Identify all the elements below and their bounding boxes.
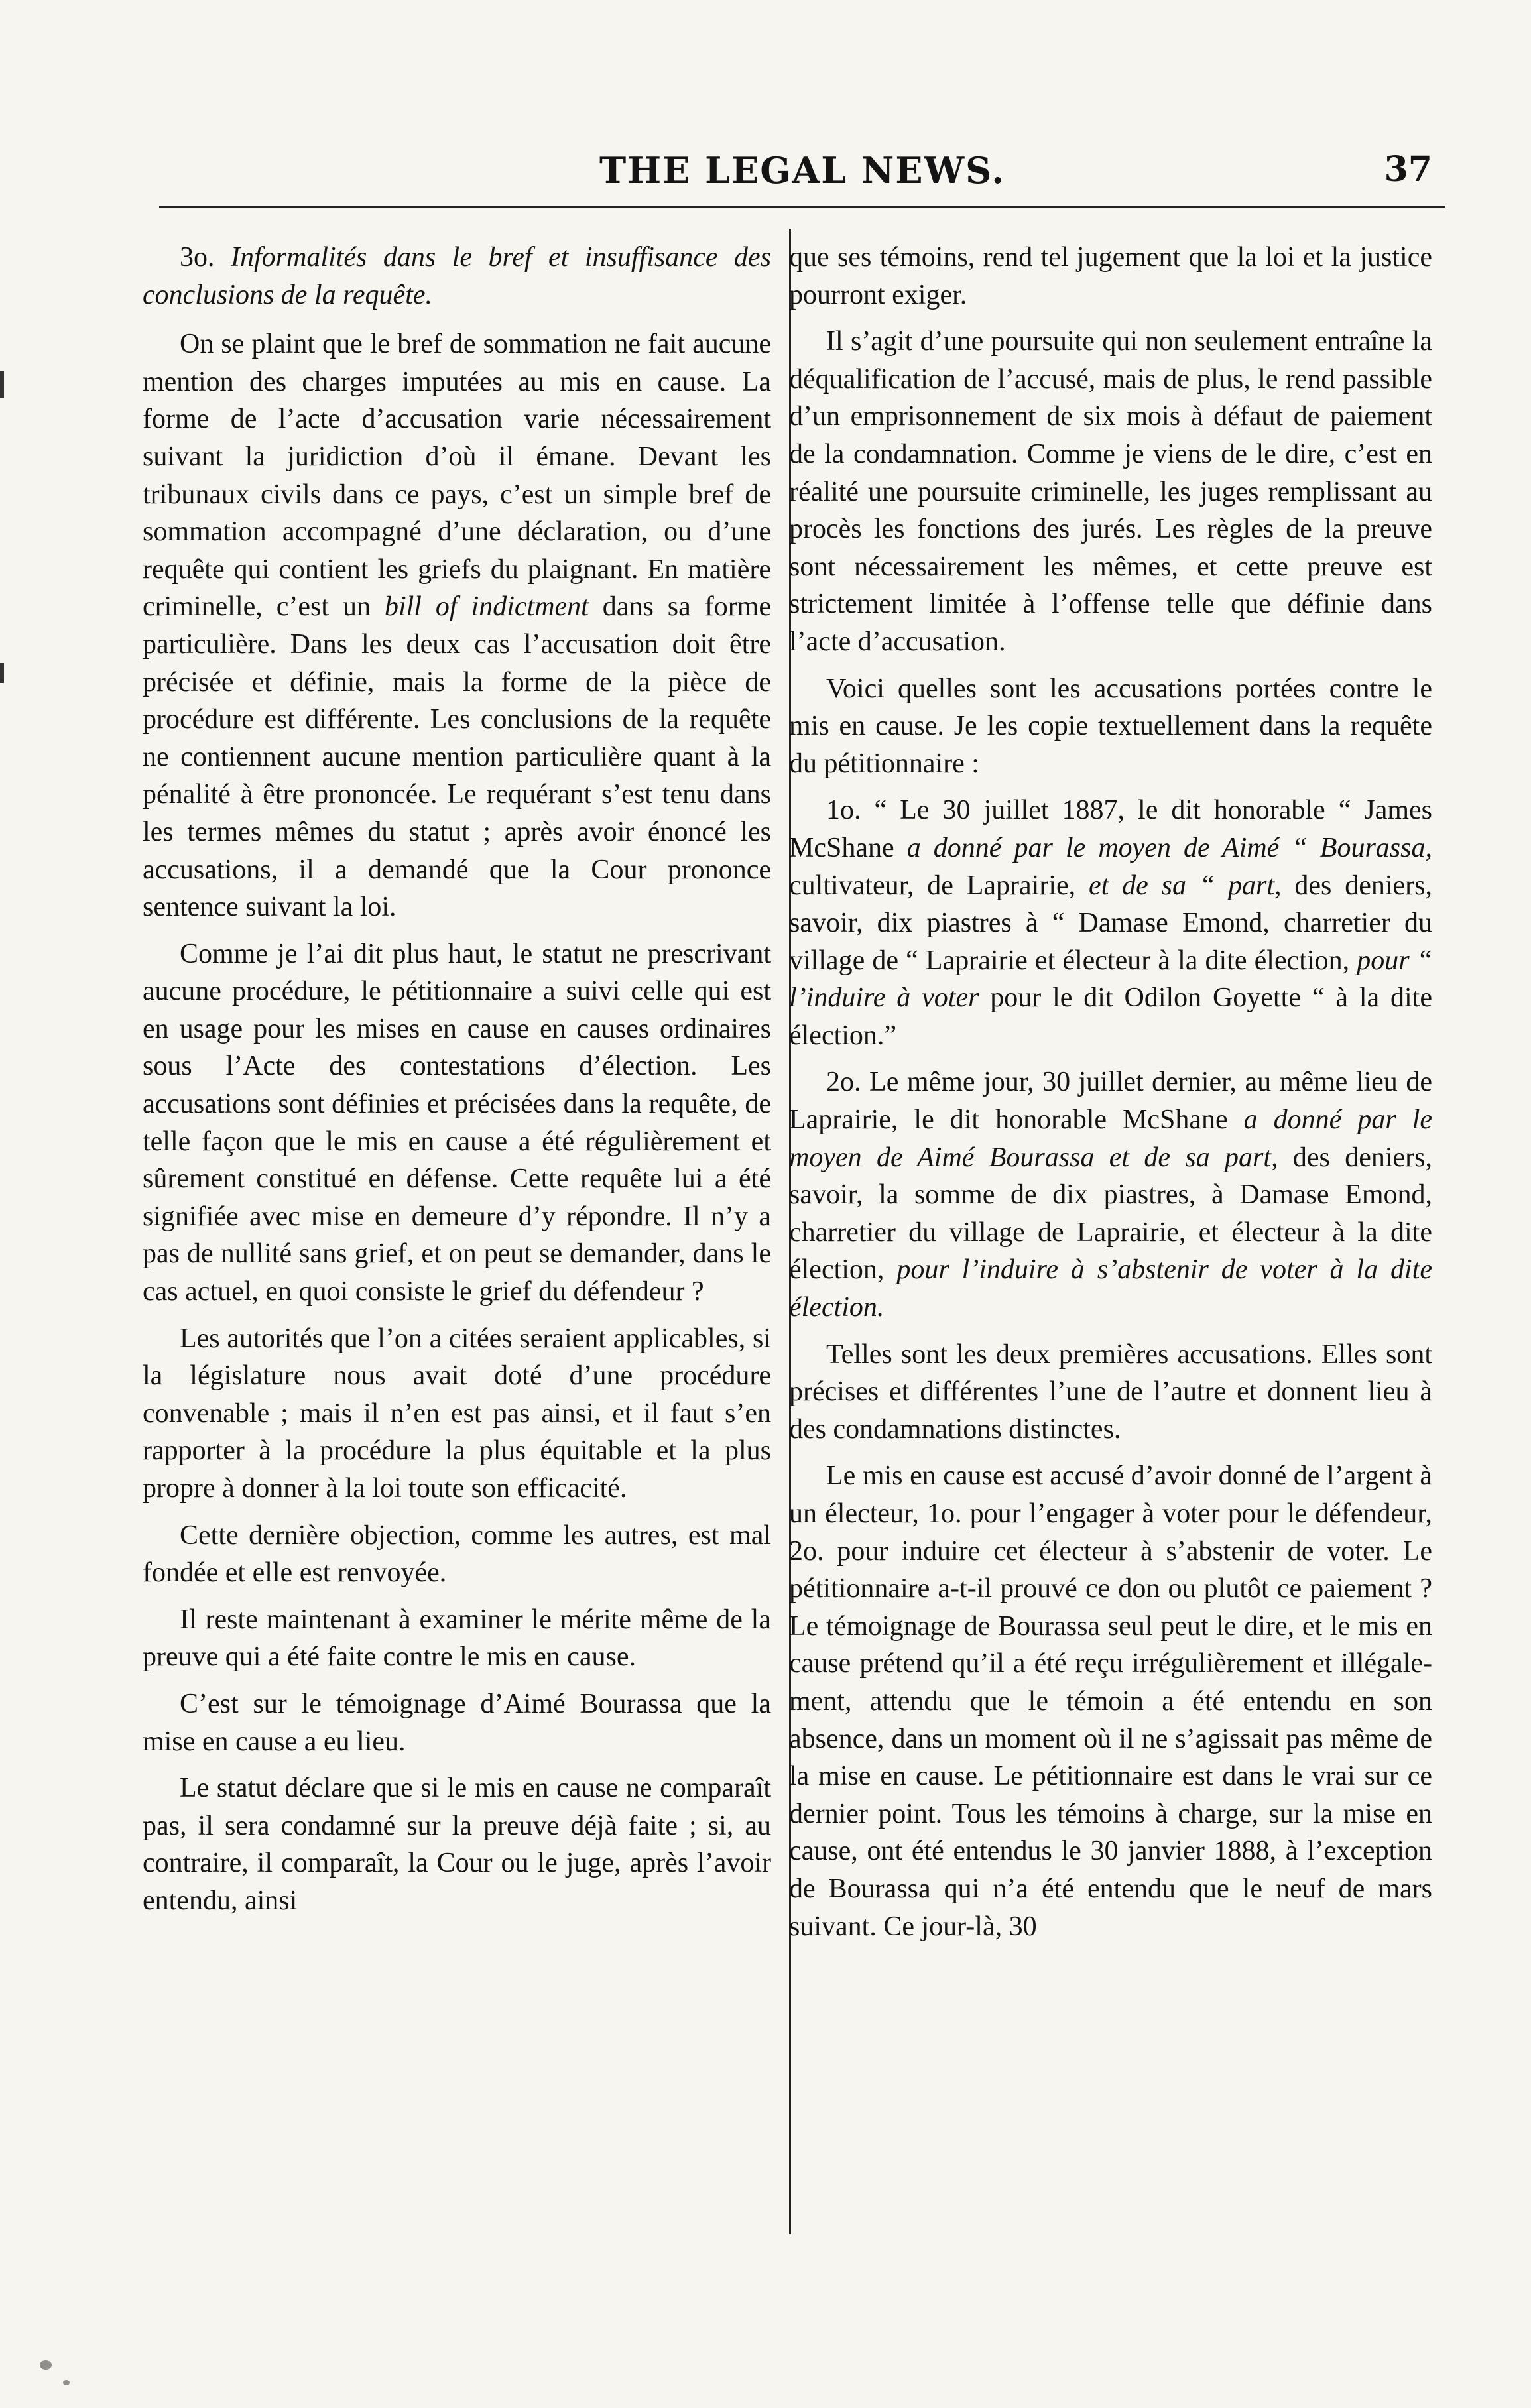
paragraph: que ses témoins, rend tel jugement que la loi et la justice pourront exiger. xyxy=(789,242,1432,310)
paragraph: Le statut déclare que si le mis en cause ne comparaît pas, il sera condamné sur la preuve déjà faite ; si, au contraire, il comparaît, la Cour ou le juge, après l’avoir entendu, ainsi xyxy=(143,1773,771,1916)
paragraph-text: des deniers, savoir, la somme de dix piastres, à Damase Emond, charretier du village de Laprairie, et électeur à la dite élection, xyxy=(789,1142,1432,1286)
paragraph: C’est sur le témoignage d’Aimé Bourassa que la mise en cause a eu lieu. xyxy=(143,1688,771,1757)
paragraph xyxy=(143,326,771,926)
header-rule xyxy=(159,206,1445,208)
paragraph: Cette dernière objection, comme les autres, est mal fondée et elle est renvoyée. xyxy=(143,1520,771,1589)
paragraph: Telles sont les deux premières accusations. Elles sont précises et différentes l’une de l’autre et donnent lieu à des condamnations distinctes. xyxy=(789,1339,1432,1445)
section-number: 3o. xyxy=(180,242,231,272)
page-number: 37 xyxy=(1384,149,1432,190)
paragraph-italic: et de sa “ part, xyxy=(1088,870,1282,901)
journal-title: THE LEGAL NEWS. xyxy=(599,149,1006,192)
paragraph-text: 2o. Le même jour, 30 juillet dernier, au même lieu de Laprairie, le dit honorable McShane xyxy=(789,1067,1432,1136)
scan-speck xyxy=(40,2360,52,2370)
scan-edge-mark xyxy=(0,663,4,683)
accusation-1 xyxy=(789,792,1432,1054)
paragraph-italic: pour “ l’induire à voter xyxy=(789,945,1433,1014)
paragraph: Il reste maintenant à examiner le mérite même de la preuve qui a été faite contre le mis en cause. xyxy=(143,1604,771,1673)
paragraph-italic: bill of indictment xyxy=(384,591,589,623)
section-heading xyxy=(143,239,771,314)
scan-speck xyxy=(63,2380,70,2385)
running-head xyxy=(159,149,1445,196)
section-title: Informalités dans le bref et insuffisance des conclusions de la requête. xyxy=(143,242,771,310)
paragraph: Voici quelles sont les accusations portées contre le mis en cause. Je les copie textuellement dans la requête du pétitionnaire : xyxy=(789,673,1432,779)
scan-edge-mark xyxy=(0,371,4,398)
paragraph-text: des deniers, savoir, dix piastres à “ Damase Emond, charretier du village de “ Laprairie et électeur à la dite élection, xyxy=(789,870,1433,976)
paragraph-text: pour le dit Odilon Goyette “ à la dite élection.” xyxy=(789,983,1432,1051)
paragraph-text: cultivateur, de Laprairie, xyxy=(789,870,1089,901)
paragraph-text: On se plaint que le bref de sommation ne fait aucune mention des charges imputées au mis en cause. La forme de l’acte d’accusation varie nécessairement suivant la juridiction d’où il émane. Devant les tribunaux civils dans ce pays, c’est un simple bref de sommation accompagné d’une déclaration, ou d’une requête qui contient les griefs du plaignant. En matière criminelle, c’est un xyxy=(143,329,771,623)
paragraph-italic: pour l’induire à s’abstenir de voter à la dite élection. xyxy=(789,1254,1432,1323)
accusation-2 xyxy=(789,1063,1432,1326)
paragraph: Il s’agit d’une poursuite qui non seulement entraîne la déqualification de l’accusé, mais de plus, le rend passible d’un emprisonnement de six mois à défaut de paiement de la condamnation. Comme je viens de le dire, c’est en réalité une poursuite criminelle, les juges remplissant au procès les fonctions des jurés. Les règles de la preuve sont nécessairement les mêmes, et cette preuve est strictement limitée à l’offense telle que définie dans l’acte d’accusation. xyxy=(789,326,1432,657)
paragraph-italic: a donné par le moyen de Aimé Bourassa et de sa part, xyxy=(789,1105,1433,1173)
right-column xyxy=(789,239,1432,1955)
paragraph-text: 1o. “ Le 30 juillet 1887, le dit honorable “ James McShane xyxy=(789,795,1432,863)
paragraph: Comme je l’ai dit plus haut, le statut ne prescrivant aucune procédure, le pétitionnaire a suivi celle qui est en usage pour les mises en cause en causes ordinaires sous l’Acte des contestations d’élection. Les accusations sont définies et précisées dans la requête, de telle façon que le mis en cause a été régulièrement et sûrement constitué en défense. Cette requête lui a été signifiée avec mise en demeure d’y répondre. Il n’y a pas de nullité sans grief, et on peut se demander, dans le cas actuel, en quoi consiste le grief du défendeur ? xyxy=(143,938,771,1307)
paragraph: Le mis en cause est accusé d’avoir donné de l’argent à un électeur, 1o. pour l’engager à voter pour le défendeur, 2o. pour induire cet électeur à s’abstenir de voter. Le pétitionnaire a-t-il prouvé ce don ou plutôt ce paiement ? Le témoignage de Bourassa seul peut le dire, et le mis en cause prétend qu’il a été reçu irrégulièrement et illégalement, attendu que le témoin a été entendu en son absence, dans un moment où il ne s’agissait pas même de la mise en cause. Le pétitionnaire est dans le vrai sur ce dernier point. Tous les témoins à charge, sur la mise en cause, ont été entendus le 30 janvier 1888, à l’exception de Bourassa qui n’a été entendu que le neuf de mars suivant. Ce jour-là, 30 xyxy=(789,1461,1432,1942)
paragraph-text: dans sa forme particulière. Dans les deux cas l’accusation doit être précisée et définie, mais la forme de la pièce de procédure est différente. Les conclusions de la requête ne contiennent aucune mention particulière quant à la pénalité à être prononcée. Le requérant s’est tenu dans les termes mêmes du statut ; après avoir énoncé les accusations, il a demandé que la Cour prononce sentence suivant la loi. xyxy=(143,591,771,923)
paragraph-italic: a donné par le moyen de Aimé “ Bourassa, xyxy=(906,832,1432,863)
left-column xyxy=(143,239,771,1929)
paragraph: Les autorités que l’on a citées seraient applicables, si la législature nous avait doté d’une procédure convenable ; mais il n’en est pas ainsi, et il faut s’en rapporter à la procédure la plus équitable et la plus propre à donner à la loi toute son efficacité. xyxy=(143,1323,771,1504)
